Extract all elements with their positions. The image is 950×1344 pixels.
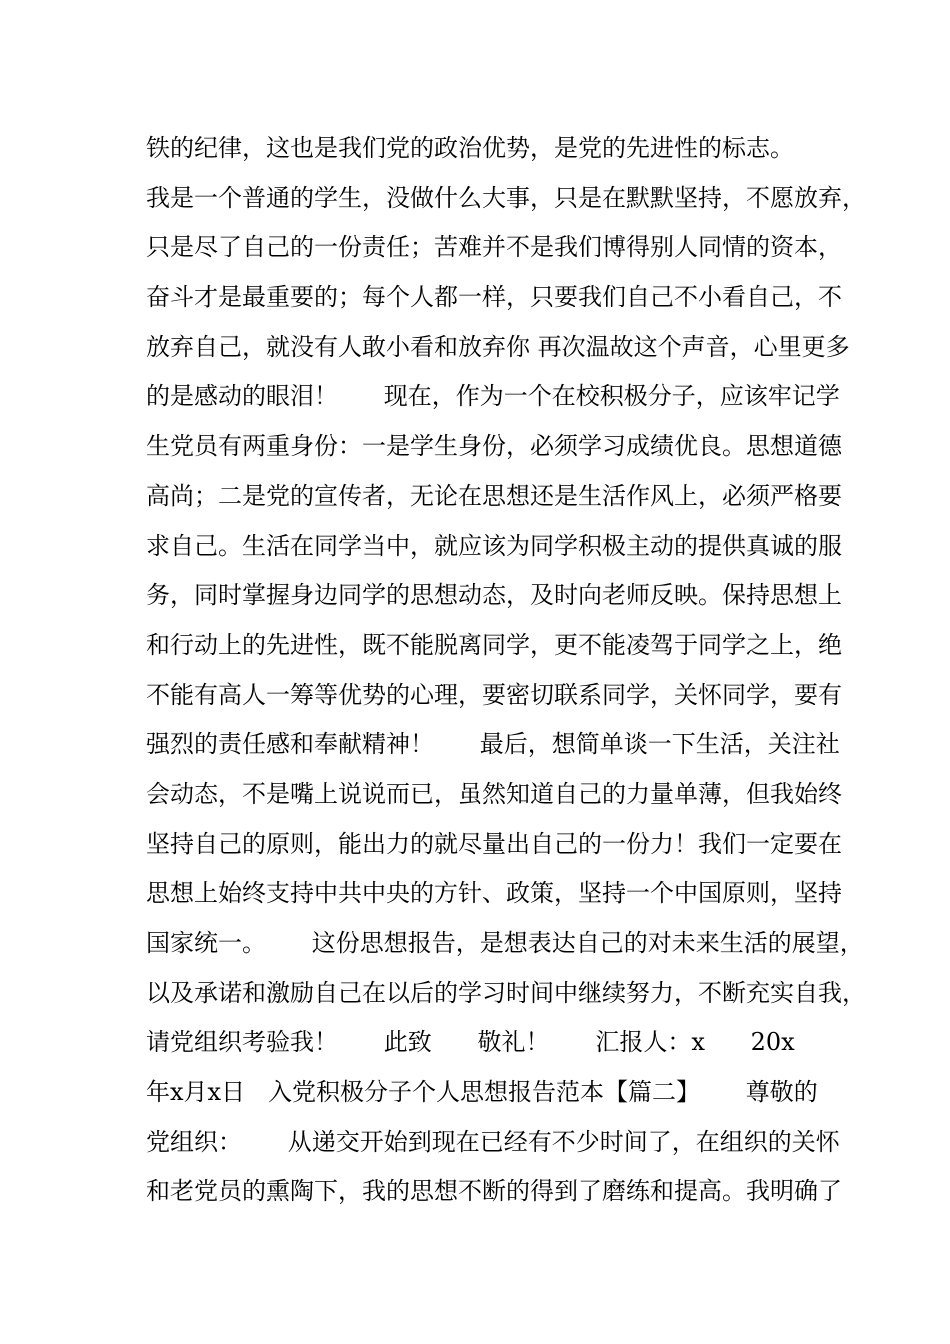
text-line: 不能有高人一筹等优势的心理，要密切联系同学，关怀同学，要有 [146,680,842,709]
text-line: 国家统一。 这份思想报告，是想表达自己的对未来生活的展望， [146,929,864,957]
text-line: 和行动上的先进性，既不能脱离同学，更不能凌驾于同学之上，绝 [146,630,842,659]
text-line: 生党员有两重身份：一是学生身份，必须学习成绩优良。思想道德 [146,432,842,461]
text-line: 以及承诺和激励自己在以后的学习时间中继续努力，不断充实自我， [146,978,866,1007]
text-line: 只是尽了自己的一份责任；苦难并不是我们博得别人同情的资本， [146,233,842,262]
text-line: 强烈的责任感和奉献精神！ 最后，想简单谈一下生活，关注社 [146,730,840,759]
text-line: 我是一个普通的学生，没做什么大事，只是在默默坚持，不愿放弃， [146,183,866,212]
text-line: 求自己。生活在同学当中，就应该为同学积极主动的提供真诚的服 [146,531,842,560]
body-text [146,128,866,1221]
text-line: 奋斗才是最重要的；每个人都一样，只要我们自己不小看自己，不 [146,283,842,312]
text-line: 坚持自己的原则，能出力的就尽量出自己的一份力！我们一定要在 [146,829,842,858]
text-line: 高尚；二是党的宣传者，无论在思想还是生活作风上，必须严格要 [146,481,842,510]
text-line: 务，同时掌握身边同学的思想动态，及时向老师反映。保持思想上 [146,581,842,610]
text-line: 请党组织考验我！ 此致 敬礼！ 汇报人：x 20x [146,1028,795,1057]
text-line: 党组织： 从递交开始到现在已经有不少时间了，在组织的关怀 [146,1127,840,1156]
text-line: 会动态，不是嘴上说说而已，虽然知道自己的力量单薄，但我始终 [146,779,842,808]
text-line: 和老党员的熏陶下，我的思想不断的得到了磨练和提高。我明确了 [146,1177,842,1206]
text-line: 年x月x日 入党积极分子个人思想报告范本【篇二】 尊敬的 [146,1078,818,1107]
text-line: 思想上始终支持中共中央的方针、政策，坚持一个中国原则，坚持 [146,879,842,908]
text-line: 放弃自己，就没有人敢小看和放弃你 再次温故这个声音，心里更多 [146,332,850,361]
text-line: 铁的纪律，这也是我们党的政治优势，是党的先进性的标志。 [146,134,794,162]
text-line: 的是感动的眼泪！ 现在，作为一个在校积极分子，应该牢记学 [146,382,840,411]
